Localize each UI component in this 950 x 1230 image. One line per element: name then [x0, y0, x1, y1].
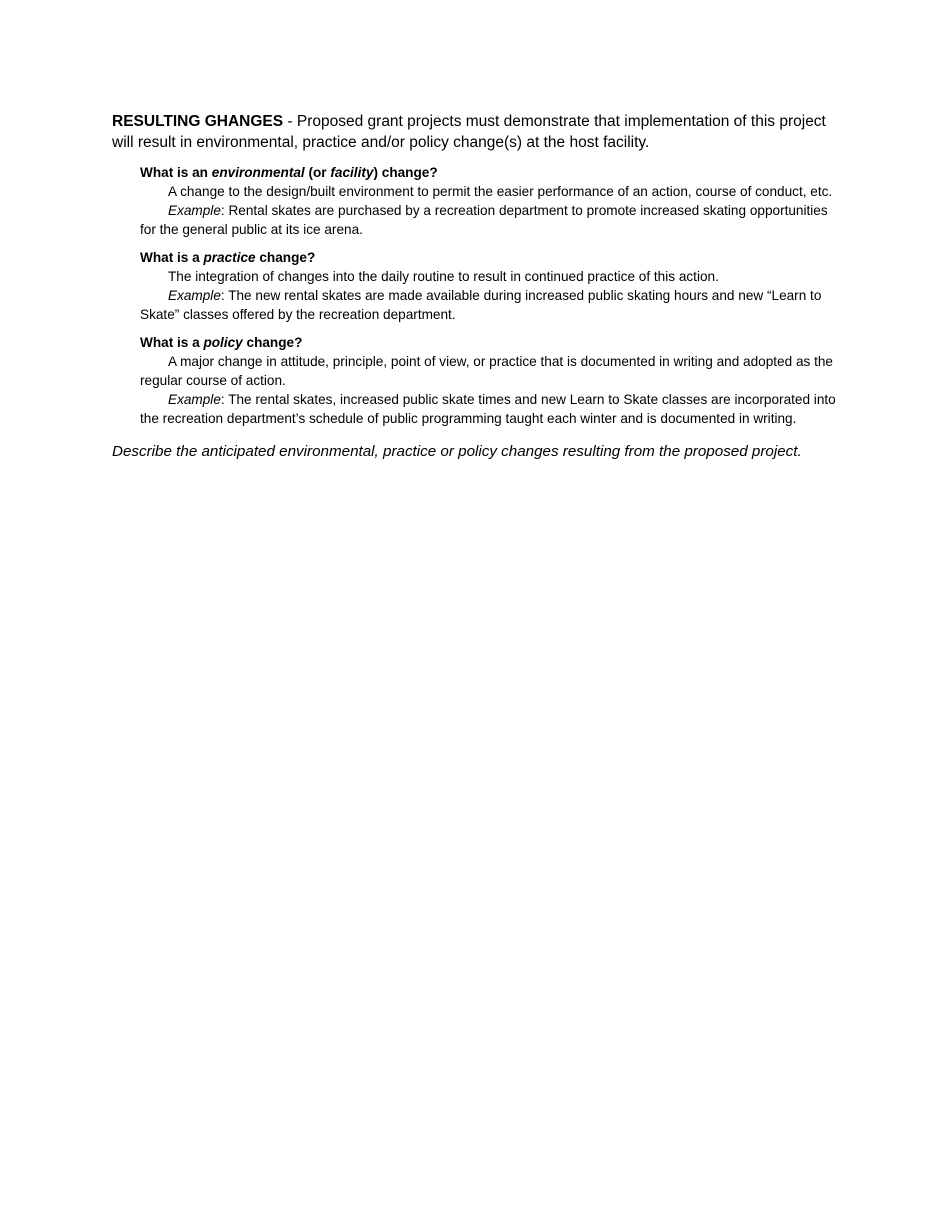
policy-change-section — [140, 333, 838, 428]
question-prefix: What is a — [140, 335, 204, 350]
question-prefix: What is a — [140, 250, 204, 265]
question-suffix: change? — [242, 335, 303, 350]
question-emphasis: practice — [203, 250, 256, 265]
document-page — [112, 111, 838, 477]
heading-separator: - — [283, 113, 297, 130]
example-label: Example — [168, 288, 221, 303]
environmental-change-section — [140, 163, 838, 239]
example-text: : Rental skates are purchased by a recreation department to promote increased skating opportunities for the general public at its ice arena. — [140, 203, 828, 237]
example-text: : The new rental skates are made available during increased public skating hours and new “Learn to Skate” classes offered by the recreation department. — [140, 288, 822, 322]
question-emphasis: policy — [203, 335, 243, 350]
policy-question — [140, 333, 838, 352]
intro-paragraph — [112, 111, 838, 153]
example-label: Example — [168, 203, 221, 218]
practice-change-section — [140, 248, 838, 324]
policy-definition: A major change in attitude, principle, point of view, or practice that is documented in writing and adopted as the regular course of action. — [140, 354, 833, 388]
example-label: Example — [168, 392, 221, 407]
example-text: : The rental skates, increased public skate times and new Learn to Skate classes are incorporated into the recreation department’s schedule of public programming taught each winter and is documented in writing. — [140, 392, 836, 426]
environmental-definition: A change to the design/built environment to permit the easier performance of an action, course of conduct, etc. — [168, 184, 833, 199]
intro-text: Proposed grant projects must demonstrate that implementation of this project will result in environmental, practice and/or policy change(s) at the host facility. — [112, 113, 826, 151]
practice-definition: The integration of changes into the daily routine to result in continued practice of this action. — [168, 269, 719, 284]
response-prompt: Describe the anticipated environmental, practice or policy changes resulting from the proposed project. — [112, 443, 802, 460]
environmental-example — [140, 201, 838, 239]
practice-example — [140, 286, 838, 324]
question-prefix: What is an — [140, 165, 212, 180]
policy-example — [140, 390, 838, 428]
section-heading: RESULTING GHANGES — [112, 113, 284, 130]
question-emphasis-secondary: facility — [330, 165, 374, 180]
question-mid: (or — [304, 165, 331, 180]
question-suffix: change? — [255, 250, 316, 265]
question-suffix: ) change? — [373, 165, 438, 180]
question-emphasis: environmental — [211, 165, 305, 180]
practice-question — [140, 248, 838, 267]
environmental-question — [140, 163, 838, 182]
